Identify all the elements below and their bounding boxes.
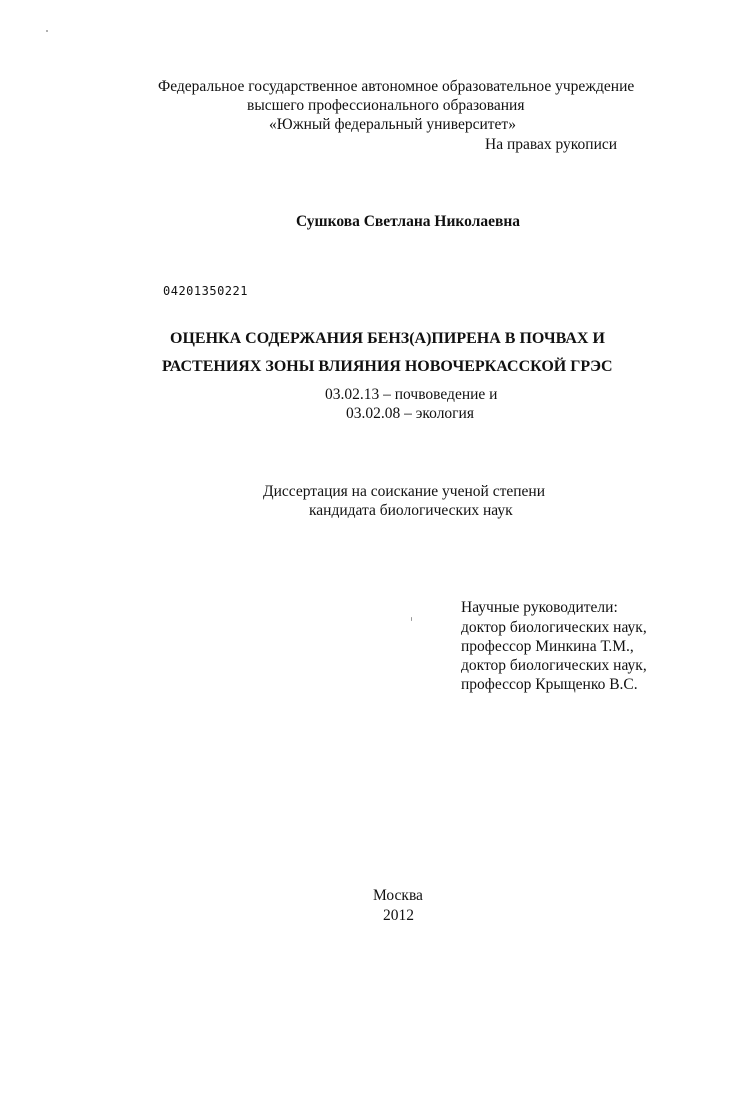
registration-number: 04201350221 — [163, 284, 248, 298]
manuscript-rights: На правах рукописи — [485, 136, 618, 153]
supervisors-heading: Научные руководители: — [461, 599, 618, 616]
scan-speck — [46, 30, 48, 32]
title-line-1: ОЦЕНКА СОДЕРЖАНИЯ БЕНЗ(А)ПИРЕНА В ПОЧВАХ И — [170, 330, 605, 347]
author-name: Сушкова Светлана Николаевна — [296, 213, 521, 230]
scan-speck — [411, 617, 412, 621]
city: Москва — [373, 887, 423, 904]
degree-line-1: Диссертация на соискание ученой степени — [263, 483, 545, 500]
year: 2012 — [383, 907, 414, 924]
supervisor-2-degree: доктор биологических наук, — [461, 657, 647, 674]
degree-line-2: кандидата биологических наук — [309, 502, 513, 519]
specialty-2: 03.02.08 – экология — [346, 405, 474, 422]
specialty-1: 03.02.13 – почвоведение и — [325, 386, 498, 403]
institution-line-2: высшего профессионального образования — [247, 97, 525, 114]
institution-line-1: Федеральное государственное автономное образовательное учреждение — [158, 78, 635, 95]
supervisor-2-name: профессор Крыщенко В.С. — [461, 676, 638, 693]
title-line-2: РАСТЕНИЯХ ЗОНЫ ВЛИЯНИЯ НОВОЧЕРКАССКОЙ ГРЭС — [162, 358, 613, 375]
supervisor-1-degree: доктор биологических наук, — [461, 619, 647, 636]
institution-line-3: «Южный федеральный университет» — [269, 116, 516, 133]
supervisor-1-name: профессор Минкина Т.М., — [461, 638, 634, 655]
